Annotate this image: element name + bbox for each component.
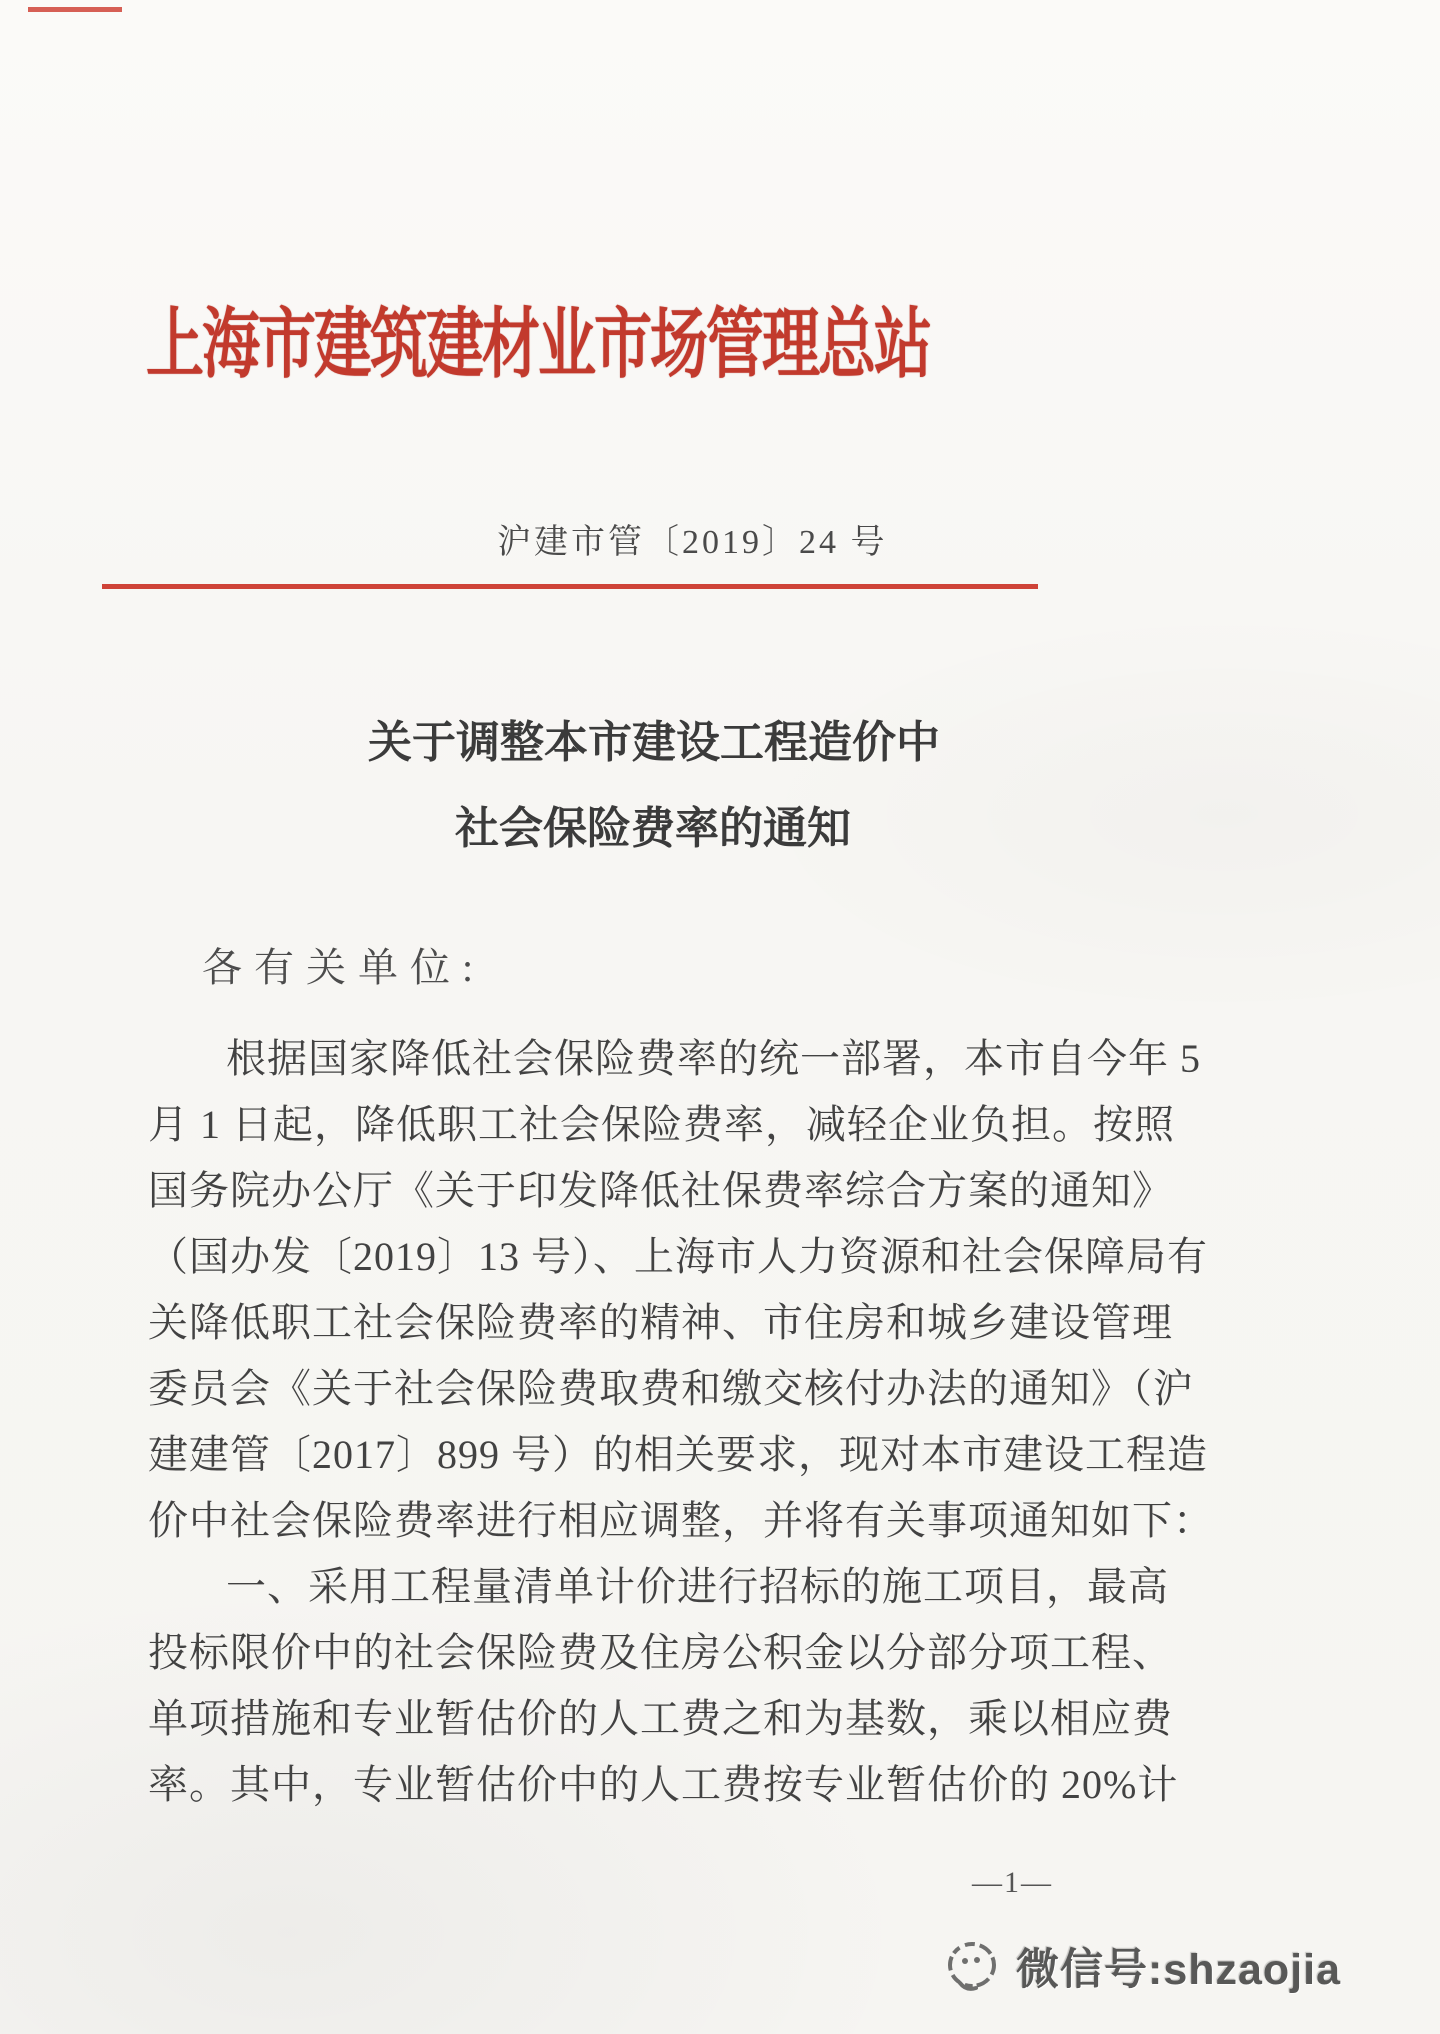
- body-line: 关降低职工社会保险费率的精神、市住房和城乡建设管理: [148, 1300, 1173, 1345]
- letterhead-org-title: 上海市建筑建材业市场管理总站: [146, 301, 931, 388]
- wechat-logo-icon: [946, 1939, 1000, 1995]
- body-line: 一、采用工程量清单计价进行招标的施工项目，最高: [226, 1564, 1169, 1609]
- wechat-watermark: [946, 1936, 1341, 1997]
- body-line: （国办发〔2019〕13 号）、上海市人力资源和社会保障局有: [148, 1234, 1208, 1279]
- body-line: 根据国家降低社会保险费率的统一部署，本市自今年 5: [226, 1036, 1201, 1081]
- document-number: 沪建市管〔2019〕24 号: [497, 524, 888, 561]
- body-line: 价中社会保险费率进行相应调整，并将有关事项通知如下：: [148, 1498, 1214, 1543]
- document-title-line1: 关于调整本市建设工程造价中: [368, 718, 940, 767]
- wechat-id-label: 微信号:shzaojia: [1016, 1946, 1341, 1994]
- body-line: 国务院办公厅《关于印发降低社保费率综合方案的通知》: [148, 1168, 1173, 1213]
- body-line: 委员会《关于社会保险费取费和缴交核付办法的通知》（沪: [148, 1366, 1194, 1411]
- letterhead-divider-rule: [102, 584, 1038, 589]
- body-line: 月 1 日起，降低职工社会保险费率，减轻企业负担。按照: [148, 1102, 1175, 1147]
- scan-edge-red-mark: [28, 7, 122, 12]
- body-line: 建建管〔2017〕899 号）的相关要求，现对本市建设工程造: [148, 1432, 1208, 1477]
- document-title-line2: 社会保险费率的通知: [455, 804, 851, 853]
- body-line: 投标限价中的社会保险费及住房公积金以分部分项工程、: [148, 1630, 1173, 1675]
- body-line: 率。其中，专业暂估价中的人工费按专业暂估价的 20%计: [148, 1762, 1179, 1807]
- document-body: [148, 1026, 1214, 1818]
- body-line: 单项措施和专业暂估价的人工费之和为基数，乘以相应费: [148, 1696, 1173, 1741]
- salutation: 各有关单位:: [202, 945, 486, 990]
- page-number: —1—: [972, 1866, 1053, 1899]
